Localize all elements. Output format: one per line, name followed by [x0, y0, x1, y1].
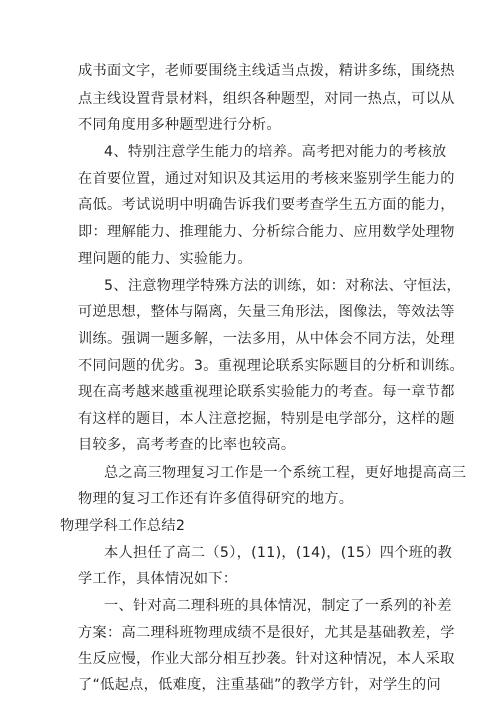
text-line: 不同问题的优劣。3。重视理论联系实际题目的分析和训练。 — [78, 358, 465, 374]
text-line: 不同角度用多种题型进行分析。 — [78, 117, 281, 133]
text-line: 生反应慢，作业大部分相互抄袭。针对这种情况，本人采取 — [78, 651, 455, 667]
text-line: 4、特别注意学生能力的培养。高考把对能力的考核放 — [104, 144, 447, 160]
text-line: 成书面文字，老师要围绕主线适当点拨，精讲多练，围绕热 — [78, 63, 455, 79]
text-line: 在首要位置，通过对知识及其运用的考核来鉴别学生能力的 — [78, 171, 455, 187]
text-line: 高低。考试说明中明确告诉我们要考查学生五方面的能力， — [78, 197, 455, 213]
text-line: 现在高考越来越重视理论联系实验能力的考查。每一章节都 — [78, 384, 455, 400]
text-line: 学工作，具体情况如下： — [78, 571, 238, 587]
text-line: 总之高三物理复习工作是一个系统工程，更好地提高高三 — [104, 465, 467, 481]
text-line: 一、针对高二理科班的具体情况，制定了一系列的补差 — [104, 598, 452, 614]
text-line: 了“低起点，低难度，注重基础”的教学方针，对学生的问 — [78, 677, 442, 693]
text-line: 5、注意物理学特殊方法的训练，如：对称法、守恒法， — [104, 278, 462, 294]
text-line: 理问题的能力、实验能力。 — [78, 251, 252, 267]
text-line: 有这样的题目，本人注意挖掘，特别是电学部分，这样的题 — [78, 411, 455, 427]
text-line: 本人担任了高二（5），(11)，(14)，(15）四个班的教 — [104, 545, 453, 561]
text-line: 可逆思想，整体与隔离，矢量三角形法，图像法，等效法等 — [78, 304, 455, 320]
text-line: 点主线设置背景材料，组织各种题型，对同一热点，可以从 — [78, 91, 455, 107]
text-line: 方案：高二理科班物理成绩不是很好，尤其是基础教差，学 — [78, 625, 455, 641]
text-line: 即：理解能力、推理能力、分析综合能力、应用数学处理物 — [78, 224, 455, 240]
text-line: 训练。强调一题多解，一法多用，从中体会不同方法，处理 — [78, 331, 455, 347]
text-line: 物理的复习工作还有许多值得研究的地方。 — [78, 491, 354, 507]
text-line: 目较多，高考考查的比率也较高。 — [78, 437, 296, 453]
section-heading: 物理学科工作总结2 — [60, 518, 186, 534]
